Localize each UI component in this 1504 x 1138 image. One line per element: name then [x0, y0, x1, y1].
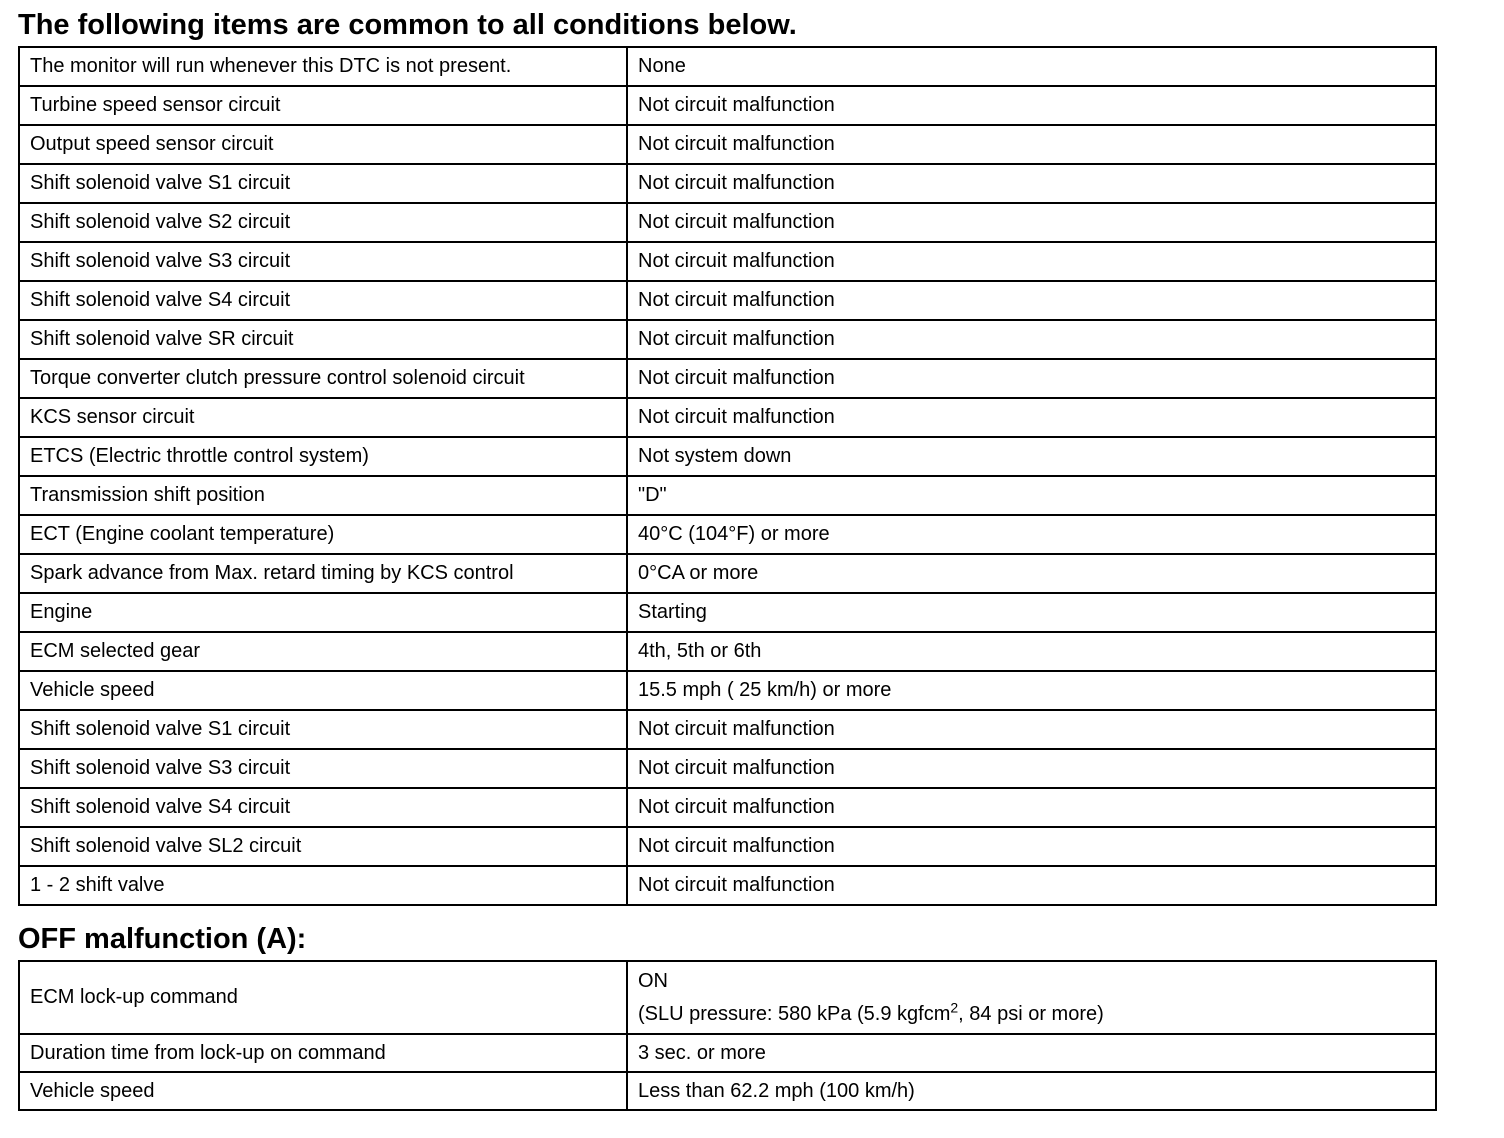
table-row: [19, 1072, 1436, 1110]
condition-item: Torque converter clutch pressure control solenoid circuit: [19, 359, 627, 398]
table-row: [19, 203, 1436, 242]
condition-item: Shift solenoid valve SL2 circuit: [19, 827, 627, 866]
condition-value: 4th, 5th or 6th: [627, 632, 1436, 671]
table-row: [19, 242, 1436, 281]
condition-value: 15.5 mph ( 25 km/h) or more: [627, 671, 1436, 710]
condition-value: 0°CA or more: [627, 554, 1436, 593]
table-row: [19, 671, 1436, 710]
condition-value: Not circuit malfunction: [627, 359, 1436, 398]
condition-item: Turbine speed sensor circuit: [19, 86, 627, 125]
value-text: (SLU pressure: 580 kPa (5.9 kgfcm: [638, 1002, 951, 1025]
condition-item: Shift solenoid valve SR circuit: [19, 320, 627, 359]
table-row: [19, 866, 1436, 905]
table-row: [19, 749, 1436, 788]
condition-value: Not circuit malfunction: [627, 125, 1436, 164]
table-row: [19, 437, 1436, 476]
condition-item: ETCS (Electric throttle control system): [19, 437, 627, 476]
table-row: [19, 593, 1436, 632]
condition-item: Shift solenoid valve S4 circuit: [19, 788, 627, 827]
section-heading-common: The following items are common to all conditions below.: [18, 9, 797, 41]
table-row: [19, 710, 1436, 749]
table-row: [19, 1034, 1436, 1072]
condition-item: Transmission shift position: [19, 476, 627, 515]
condition-value: Starting: [627, 593, 1436, 632]
condition-value: Not circuit malfunction: [627, 281, 1436, 320]
value-line: [638, 998, 1435, 1031]
table-row: [19, 827, 1436, 866]
condition-item: Shift solenoid valve S4 circuit: [19, 281, 627, 320]
table-row: [19, 281, 1436, 320]
table-row: [19, 47, 1436, 86]
condition-item: ECT (Engine coolant temperature): [19, 515, 627, 554]
condition-item: ECM lock-up command: [19, 961, 627, 1034]
condition-value: Not circuit malfunction: [627, 827, 1436, 866]
condition-item: 1 - 2 shift valve: [19, 866, 627, 905]
condition-item: KCS sensor circuit: [19, 398, 627, 437]
condition-item: The monitor will run whenever this DTC is not present.: [19, 47, 627, 86]
table-row: [19, 476, 1436, 515]
condition-item: Vehicle speed: [19, 671, 627, 710]
condition-value: Not circuit malfunction: [627, 203, 1436, 242]
condition-item: Output speed sensor circuit: [19, 125, 627, 164]
condition-value: None: [627, 47, 1436, 86]
condition-value: Not circuit malfunction: [627, 398, 1436, 437]
condition-item: Vehicle speed: [19, 1072, 627, 1110]
table-row: [19, 398, 1436, 437]
condition-value: 40°C (104°F) or more: [627, 515, 1436, 554]
condition-value: Not circuit malfunction: [627, 710, 1436, 749]
table-row: [19, 125, 1436, 164]
condition-value: Not circuit malfunction: [627, 788, 1436, 827]
condition-value: Not circuit malfunction: [627, 749, 1436, 788]
condition-item: Duration time from lock-up on command: [19, 1034, 627, 1072]
off-malfunction-table: [18, 960, 1437, 1111]
table-row: [19, 320, 1436, 359]
condition-item: Shift solenoid valve S3 circuit: [19, 749, 627, 788]
section-heading-off-malfunction: OFF malfunction (A):: [18, 923, 307, 955]
condition-value: Not circuit malfunction: [627, 164, 1436, 203]
condition-value: Not system down: [627, 437, 1436, 476]
table-row: [19, 788, 1436, 827]
condition-item: Shift solenoid valve S1 circuit: [19, 710, 627, 749]
superscript: 2: [950, 998, 959, 1015]
table-row: [19, 359, 1436, 398]
table-row: [19, 515, 1436, 554]
condition-value: Less than 62.2 mph (100 km/h): [627, 1072, 1436, 1110]
condition-item: Shift solenoid valve S2 circuit: [19, 203, 627, 242]
condition-item: ECM selected gear: [19, 632, 627, 671]
condition-item: Engine: [19, 593, 627, 632]
condition-item: Shift solenoid valve S1 circuit: [19, 164, 627, 203]
condition-value: Not circuit malfunction: [627, 320, 1436, 359]
table-row: [19, 86, 1436, 125]
condition-value: Not circuit malfunction: [627, 866, 1436, 905]
condition-item: Shift solenoid valve S3 circuit: [19, 242, 627, 281]
value-text: , 84 psi or more): [958, 1002, 1104, 1025]
table-row: [19, 632, 1436, 671]
condition-value: 3 sec. or more: [627, 1034, 1436, 1072]
condition-value: Not circuit malfunction: [627, 86, 1436, 125]
table-row: [19, 554, 1436, 593]
condition-value: Not circuit malfunction: [627, 242, 1436, 281]
value-line: ON: [638, 969, 668, 992]
condition-value: "D": [627, 476, 1436, 515]
table-row: [19, 961, 1436, 1034]
table-row: [19, 164, 1436, 203]
common-conditions-table: [18, 46, 1437, 906]
condition-item: Spark advance from Max. retard timing by KCS control: [19, 554, 627, 593]
condition-value: [627, 961, 1436, 1034]
